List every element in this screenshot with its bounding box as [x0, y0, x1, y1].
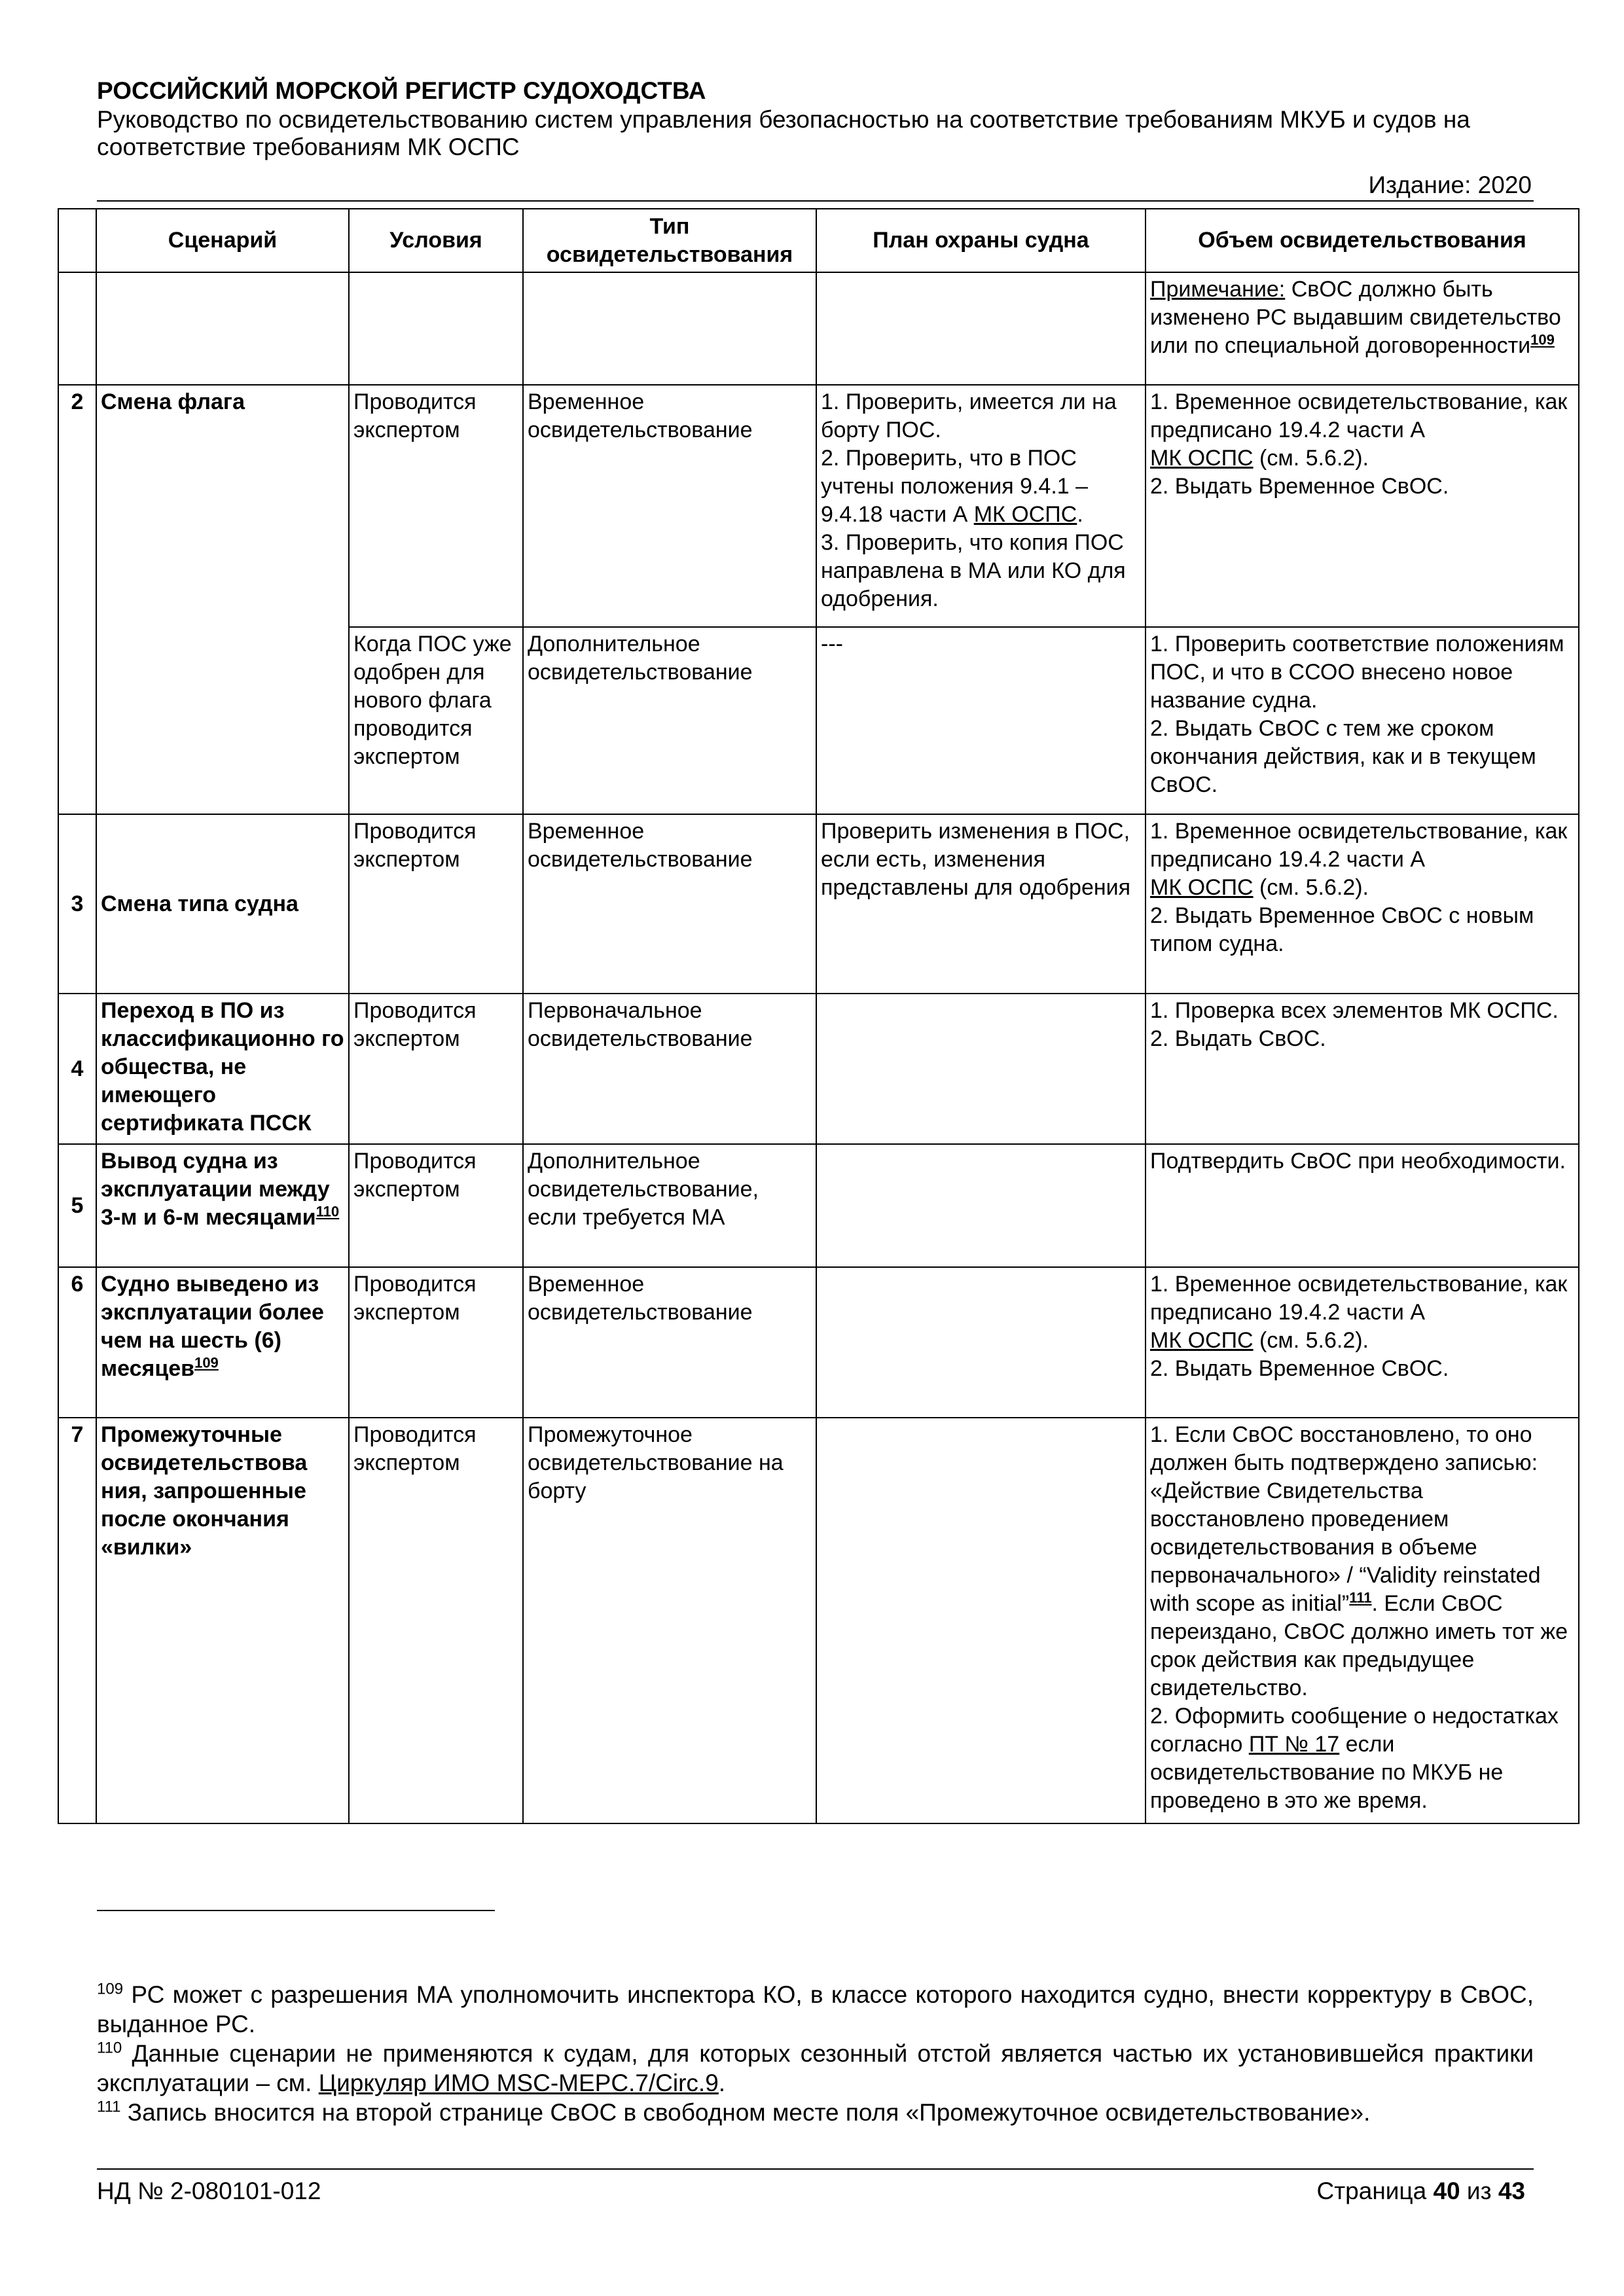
cell-survey-type: Дополнительное освидетельствование: [523, 627, 816, 814]
scope-step: 1. Проверка всех элементов МК ОСПС.: [1150, 998, 1559, 1023]
plan-step: 3. Проверить, что копия ПОС направлена в МА или КО для одобрения.: [821, 530, 1126, 611]
footnote-110: [97, 2039, 1534, 2098]
table-row: [58, 1267, 1579, 1418]
cell-scenario: Смена флага: [96, 385, 349, 814]
cell-security-plan: Проверить изменения в ПОС, если есть, изменения представлены для одобрения: [816, 814, 1146, 994]
imo-circular-link[interactable]: Циркуляр ИМО MSC-MEPC.7/Circ.9: [318, 2070, 719, 2096]
cell-scope: Подтвердить СвОС при необходимости.: [1146, 1144, 1579, 1267]
cell-scenario: Переход в ПО из классификационно го общества, не имеющего сертификата ПССК: [96, 994, 349, 1144]
plan-step-text: 2. Проверить, что в ПОС учтены положения 9.4.1 – 9.4.18 части А: [821, 446, 1089, 527]
footnote-number: 110: [97, 2039, 122, 2057]
footnote-number: 109: [97, 1980, 124, 1998]
footnote-ref[interactable]: 109: [194, 1354, 219, 1371]
cell-empty: [523, 272, 816, 385]
footnote-111: [97, 2098, 1534, 2127]
scope-step: 1. Временное освидетельствование, как предписано 19.4.2 части А: [1150, 819, 1568, 872]
scenario-text: Вывод судна из эксплуатации между 3-м и 6-м месяцами: [101, 1149, 330, 1230]
scope-step: [1150, 874, 1574, 902]
row-number: 6: [58, 1267, 96, 1418]
cell-security-plan: [816, 1418, 1146, 1823]
scope-step-text: (см. 5.6.2).: [1253, 446, 1369, 471]
scope-step: 2. Выдать Временное СвОС.: [1150, 474, 1449, 499]
plan-step-text: .: [1077, 502, 1083, 527]
document-subtitle: Руководство по освидетельствованию систем управления безопасностью на соответствие требованиям МКУБ и судов на соответствие требованиям МК ОСПС: [97, 106, 1470, 160]
page-label: Страница: [1316, 2178, 1434, 2204]
column-header-security-plan: План охраны судна: [816, 209, 1146, 272]
cell-scenario: Смена типа судна: [96, 814, 349, 994]
column-header-survey-type: Тип освидетельствования: [523, 209, 816, 272]
cell-conditions: Когда ПОС уже одобрен для нового флага проводится экспертом: [349, 627, 523, 814]
scope-step: 1. Временное освидетельствование, как предписано 19.4.2 части А: [1150, 389, 1568, 442]
page-indicator: [1113, 2176, 1525, 2206]
table-row: [58, 994, 1579, 1144]
footnotes: [97, 1980, 1534, 2127]
edition-label: Издание: 2020: [1368, 171, 1532, 198]
scope-step: 2. Выдать СвОС.: [1150, 1026, 1326, 1051]
page-current: 40: [1433, 2178, 1460, 2204]
cell-conditions: Проводится экспертом: [349, 385, 523, 627]
footnote-ref[interactable]: 109: [1530, 331, 1555, 348]
header-divider: [97, 200, 1534, 202]
scope-step: 1. Временное освидетельствование, как предписано 19.4.2 части А: [1150, 1272, 1568, 1325]
scope-step-text: (см. 5.6.2).: [1253, 875, 1369, 900]
column-header-survey-scope: Объем освидетельствования: [1146, 209, 1579, 272]
table-header-row: [58, 209, 1579, 272]
cell-survey-type: Дополнительное освидетельствование, если требуется МА: [523, 1144, 816, 1267]
footnote-text: РС может с разрешения МА уполномочить инспектора КО, в классе которого находится судно, внести корректуру в СвОС, выданное РС.: [97, 1981, 1534, 2037]
cell-conditions: Проводится экспертом: [349, 1267, 523, 1418]
scope-step-text: . Если СвОС переиздано, СвОС должно иметь тот же срок действия как предыдущее свидетельство.: [1150, 1591, 1568, 1700]
row-number: 7: [58, 1418, 96, 1823]
cell-conditions: Проводится экспертом: [349, 1418, 523, 1823]
cell-survey-type: Первоначальное освидетельствование: [523, 994, 816, 1144]
cell-security-plan: [816, 994, 1146, 1144]
footnote-ref[interactable]: 111: [1349, 1589, 1372, 1606]
cell-scope: [1146, 994, 1579, 1144]
cell-conditions: Проводится экспертом: [349, 814, 523, 994]
requirement-link[interactable]: ПТ № 17: [1248, 1732, 1340, 1757]
cell-security-plan: [816, 1267, 1146, 1418]
footnote-number: 111: [97, 2098, 121, 2116]
page-of: из: [1460, 2178, 1498, 2204]
organization-title: РОССИЙСКИЙ МОРСКОЙ РЕГИСТР СУДОХОДСТВА: [97, 77, 706, 104]
table-row: [58, 1144, 1579, 1267]
cell-empty: [58, 272, 96, 385]
row-number: 2: [58, 385, 96, 814]
cell-security-plan: [816, 1144, 1146, 1267]
cell-security-plan: [816, 385, 1146, 627]
table-row: [58, 814, 1579, 994]
footnote-text: Запись вносится на второй странице СвОС в свободном месте поля «Промежуточное освидетельствование».: [120, 2099, 1371, 2126]
cell-scope: [1146, 627, 1579, 814]
scope-step: [1150, 1421, 1574, 1702]
scope-step: 1. Проверить соответствие положениям ПОС, и что в ССОО внесено новое название судна.: [1150, 632, 1564, 713]
column-header-number: [58, 209, 96, 272]
document-number: НД № 2-080101-012: [97, 2178, 321, 2204]
footnote-ref[interactable]: 110: [316, 1203, 340, 1220]
cell-security-plan: ---: [816, 627, 1146, 814]
survey-scenarios-table: [58, 208, 1579, 1824]
cell-conditions: Проводится экспертом: [349, 994, 523, 1144]
footnote-109: [97, 1980, 1534, 2039]
row-number: 3: [58, 814, 96, 994]
table-row: [58, 385, 1579, 627]
scope-step-text: 1. Если СвОС восстановлено, то оно должен быть подтверждено записью: «Действие Свидетельства восстановлено проведением освидетельствования в объеме первоначального» / “Validity reinstated with scope as initial”: [1150, 1422, 1541, 1616]
cell-scenario: [96, 1267, 349, 1418]
scenario-text: Судно выведено из эксплуатации более чем на шесть (6) месяцев: [101, 1272, 324, 1381]
scope-step-text: (см. 5.6.2).: [1253, 1328, 1369, 1353]
footnote-text: .: [718, 2070, 726, 2096]
scope-step: 2. Выдать СвОС с тем же сроком окончания действия, как и в текущем СвОС.: [1150, 716, 1536, 797]
cell-scope: [1146, 385, 1579, 627]
cell-scenario: Промежуточные освидетельствова ния, запрошенные после окончания «вилки»: [96, 1418, 349, 1823]
isps-code-link[interactable]: МК ОСПС: [973, 502, 1077, 527]
cell-scope: [1146, 1267, 1579, 1418]
cell-scenario: [96, 1144, 349, 1267]
row-number: 5: [58, 1144, 96, 1267]
column-header-scenario: Сценарий: [96, 209, 349, 272]
cell-scope: [1146, 272, 1579, 385]
table-row-continuation: [58, 272, 1579, 385]
scope-step: 2. Выдать Временное СвОС.: [1150, 1356, 1449, 1381]
isps-code-link[interactable]: МК ОСПС: [1150, 875, 1254, 900]
scope-step: [1150, 444, 1574, 473]
row-number: 4: [58, 994, 96, 1144]
cell-conditions: Проводится экспертом: [349, 1144, 523, 1267]
isps-code-link[interactable]: МК ОСПС: [1150, 446, 1254, 471]
note-text: СвОС должно быть изменено РС выдавшим свидетельство или по специальной договоренности: [1150, 277, 1561, 358]
scope-step: [1150, 1327, 1574, 1355]
cell-scope: [1146, 1418, 1579, 1823]
cell-empty: [96, 272, 349, 385]
cell-survey-type: Временное освидетельствование: [523, 385, 816, 627]
cell-empty: [816, 272, 1146, 385]
footnote-text: Данные сценарии не применяются к судам, для которых сезонный отстой является частью их установившейся практики эксплуатации – см.: [97, 2040, 1534, 2096]
plan-step: [821, 444, 1141, 529]
page-total: 43: [1498, 2178, 1525, 2204]
cell-survey-type: Временное освидетельствование: [523, 1267, 816, 1418]
cell-survey-type: Промежуточное освидетельствование на борту: [523, 1418, 816, 1823]
scope-step: [1150, 1702, 1574, 1815]
footer-divider: [97, 2168, 1534, 2170]
scope-step-text: 2. Оформить сообщение о недостатках согласно: [1150, 1704, 1559, 1757]
table-row: [58, 1418, 1579, 1823]
footnote-divider: [97, 1910, 495, 1911]
plan-step: 1. Проверить, имеется ли на борту ПОС.: [821, 389, 1117, 442]
cell-survey-type: Временное освидетельствование: [523, 814, 816, 994]
isps-code-link[interactable]: МК ОСПС: [1150, 1328, 1254, 1353]
cell-scope: [1146, 814, 1579, 994]
note-label: Примечание:: [1150, 277, 1286, 302]
column-header-conditions: Условия: [349, 209, 523, 272]
scope-step: 2. Выдать Временное СвОС с новым типом судна.: [1150, 903, 1534, 956]
scope-step-text: если освидетельствование по МКУБ не проведено в это же время.: [1150, 1732, 1504, 1813]
cell-empty: [349, 272, 523, 385]
